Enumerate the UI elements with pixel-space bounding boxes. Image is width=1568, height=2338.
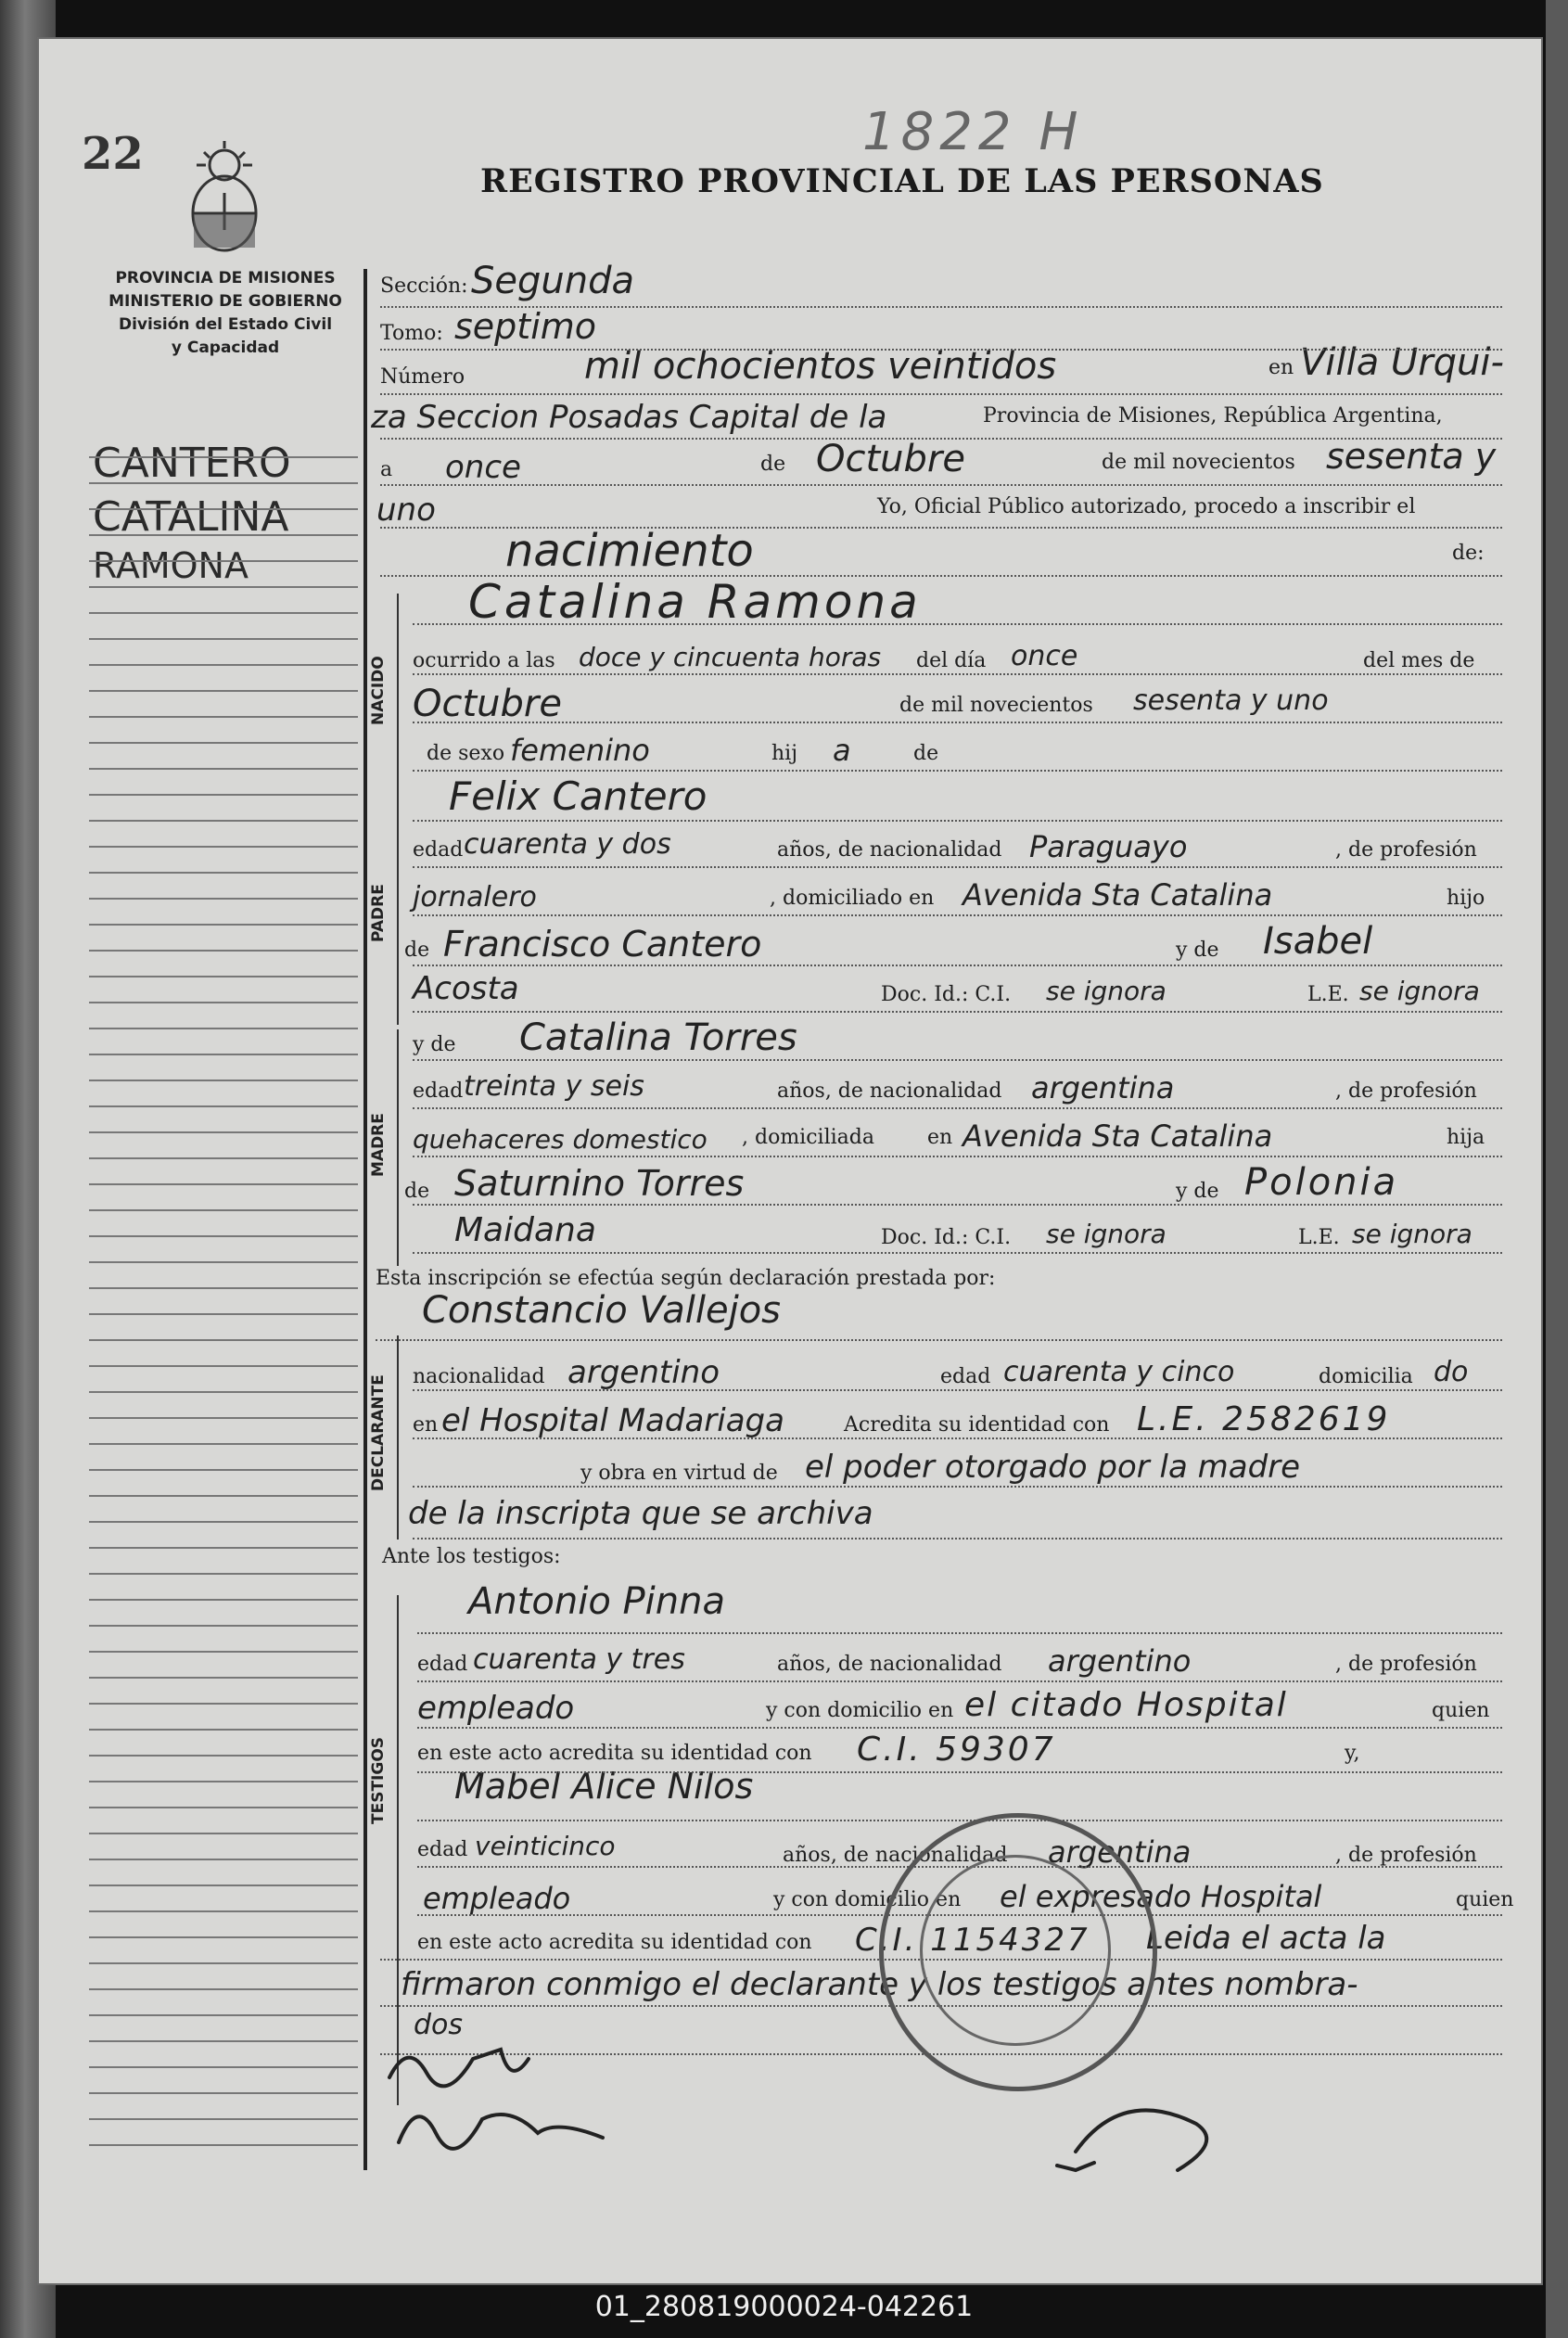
label-ocurrido: ocurrido a las (413, 649, 555, 672)
dotted-line (413, 673, 1502, 675)
margin-rule (89, 1521, 358, 1523)
label-yo: Yo, Oficial Público autorizado, procedo a inscribir el (877, 495, 1416, 518)
section-bar-nacido (397, 594, 399, 798)
testigo1-edad: cuarenta y tres (473, 1643, 685, 1676)
declarante-documento: L.E. 2582619 (1137, 1400, 1391, 1438)
testigo2-nombre: Mabel Alice Nilos (454, 1766, 754, 1807)
margin-rule (89, 1651, 358, 1653)
label-nac-madre: años, de nacionalidad (777, 1080, 1002, 1103)
dotted-line (413, 1059, 1502, 1061)
testigo1-domicilio: el citado Hospital (964, 1686, 1288, 1724)
margin-rule (89, 1105, 358, 1107)
label-de: de (760, 453, 786, 476)
value-lugar1: Villa Urqui- (1300, 341, 1504, 384)
margin-rule (89, 482, 358, 484)
value-nombre: Catalina Ramona (468, 575, 922, 629)
value-anio: sesenta y (1326, 436, 1497, 477)
section-tag-testigos: TESTIGOS (369, 1736, 388, 1825)
margin-first-name: CATALINA (93, 493, 289, 541)
label-a: a (380, 458, 393, 481)
madre-madre2: Maidana (454, 1211, 596, 1249)
label-y-de: y de (1176, 939, 1219, 962)
label-domicilia: domicilia (1319, 1365, 1413, 1388)
label-nacionalidad-decl: nacionalidad (413, 1365, 545, 1388)
dotted-line (413, 1486, 1502, 1488)
value-seccion: Segunda (471, 260, 634, 302)
section-bar-declarante (397, 1335, 399, 1540)
madre-domicilio: Avenida Sta Catalina (962, 1118, 1273, 1154)
margin-rule (89, 1625, 358, 1627)
document-title: REGISTRO PROVINCIAL DE LAS PERSONAS (480, 162, 1324, 200)
value-mes: Octubre (816, 438, 965, 480)
label-en-decl: en (413, 1413, 439, 1437)
padre-nacionalidad: Paraguayo (1029, 829, 1188, 864)
margin-rule (89, 924, 358, 926)
margin-rule (89, 716, 358, 718)
dotted-line (413, 770, 1502, 772)
value-tomo: septimo (454, 306, 597, 347)
margin-rule (89, 2092, 358, 2094)
section-bar-padre (397, 793, 399, 1025)
dotted-line (413, 1011, 1502, 1013)
value-anio-nac: sesenta y uno (1133, 684, 1329, 717)
madre-padre: Saturnino Torres (454, 1163, 745, 1204)
margin-rule (89, 794, 358, 796)
label-domicilio-t1: y con domicilio en (766, 1699, 954, 1722)
declarante-virtud2: de la inscripta que se archiva (408, 1495, 873, 1532)
label-de3: de (404, 939, 430, 962)
margin-rule (89, 1677, 358, 1679)
testigo1-documento: C.I. 59307 (857, 1731, 1056, 1769)
padre-madre1: Isabel (1263, 920, 1373, 963)
dotted-line (380, 527, 1502, 529)
dotted-line (380, 484, 1502, 486)
dotted-line (413, 965, 1502, 966)
padre-padre: Francisco Cantero (443, 924, 762, 965)
label-quien-t1: quien (1432, 1699, 1490, 1722)
label-testigos: Ante los testigos: (382, 1545, 561, 1568)
testigo2-nacionalidad: argentina (1048, 1834, 1192, 1870)
testigo1-nacionalidad: argentino (1048, 1643, 1192, 1679)
declarante-domicilio2: el Hospital Madariaga (441, 1402, 784, 1439)
label-le-madre: L.E. (1298, 1226, 1340, 1249)
testigo2-profesion: empleado (423, 1881, 571, 1916)
padre-nombre: Felix Cantero (449, 773, 708, 819)
institution-line: MINISTERIO DE GOBIERNO (108, 292, 342, 311)
dotted-line (413, 623, 1502, 625)
dotted-line (413, 914, 1502, 916)
margin-second-name: RAMONA (93, 545, 249, 586)
section-tag-declarante: DECLARANTE (369, 1374, 388, 1491)
label-hijo: hijo (1447, 887, 1485, 910)
margin-rule (89, 1781, 358, 1782)
label-docid-madre: Doc. Id.: C.I. (881, 1226, 1012, 1249)
label-domiciliada: , domiciliada (742, 1126, 874, 1149)
margin-rule (89, 1443, 358, 1445)
margin-rule (89, 872, 358, 874)
label-de2: de (913, 742, 939, 765)
dotted-line (413, 1538, 1502, 1540)
label-acredita-decl: Acredita su identidad con (844, 1413, 1110, 1437)
margin-rule (89, 742, 358, 744)
margin-rule (89, 820, 358, 822)
margin-rule (89, 1131, 358, 1133)
dotted-line (380, 575, 1502, 577)
declarante-domicilio1: do (1434, 1356, 1469, 1388)
label-del-dia: del día (916, 649, 987, 672)
declarante-nacionalidad: argentino (567, 1354, 720, 1391)
declarante-virtud1: el poder otorgado por la madre (805, 1449, 1301, 1486)
official-seal-inner-ring (920, 1855, 1111, 2046)
margin-rule (89, 2040, 358, 2042)
margin-rule (89, 456, 358, 458)
margin-rule (89, 1287, 358, 1289)
value-dia: once (445, 449, 521, 486)
testigo2-edad: veinticinco (475, 1831, 616, 1861)
label-de-mil: de mil novecientos (1102, 451, 1295, 474)
label-edad-t1: edad (417, 1653, 468, 1676)
margin-rule (89, 1235, 358, 1237)
label-docid-padre: Doc. Id.: C.I. (881, 983, 1012, 1006)
label-edad-t2: edad (417, 1838, 468, 1861)
margin-rule (89, 1988, 358, 1990)
label-en: en (1268, 356, 1294, 379)
section-tag-madre: MADRE (369, 1113, 388, 1178)
institution-line: División del Estado Civil (118, 315, 333, 334)
institution-line: PROVINCIA DE MISIONES (115, 269, 336, 287)
padre-ci: se ignora (1046, 976, 1166, 1006)
value-numero: mil ochocientos veintidos (584, 345, 1057, 388)
margin-rule (89, 1365, 358, 1367)
label-de-mil2: de mil novecientos (899, 694, 1093, 717)
madre-le: se ignora (1352, 1219, 1472, 1249)
margin-rule (89, 1962, 358, 1964)
value-hij-suffix: a (833, 733, 851, 768)
dotted-line (380, 349, 1502, 351)
margin-rule (89, 2144, 358, 2146)
dotted-line (380, 393, 1502, 395)
dotted-line (417, 1680, 1502, 1682)
margin-rule (89, 1209, 358, 1211)
madre-madre1: Polonia (1244, 1161, 1399, 1204)
dotted-line (380, 438, 1502, 440)
margin-rule (89, 950, 358, 952)
dotted-line (413, 1437, 1502, 1439)
institution-line: y Capacidad (171, 339, 280, 357)
section-bar-madre (397, 1029, 399, 1266)
padre-edad: cuarenta y dos (464, 828, 671, 861)
cierre-linea3: dos (414, 2009, 464, 2041)
folio-number: 1822 H (862, 102, 1084, 162)
section-tag-padre: PADRE (369, 884, 388, 943)
testigo2-domicilio: el expresado Hospital (1000, 1879, 1322, 1914)
label-obra: y obra en virtud de (580, 1462, 778, 1485)
label-nac-t2: años, de nacionalidad (783, 1844, 1008, 1867)
page-number: 22 (82, 128, 144, 180)
label-inscripcion: Esta inscripción se efectúa según declaración prestada por: (376, 1267, 996, 1290)
margin-rule (89, 1703, 358, 1705)
label-domicilio-t2: y con domicilio en (773, 1888, 962, 1911)
testigo1-nombre: Antonio Pinna (468, 1580, 725, 1623)
madre-profesion: quehaceres domestico (413, 1124, 708, 1155)
label-y-de-madre: y de (1176, 1180, 1219, 1203)
value-hora: doce y cincuenta horas (579, 642, 882, 672)
dotted-line (413, 1107, 1502, 1109)
dotted-line (413, 722, 1502, 723)
label-hija: hija (1447, 1126, 1485, 1149)
margin-rule (89, 1807, 358, 1808)
label-y-coma: y, (1345, 1742, 1360, 1765)
madre-edad: treinta y seis (464, 1070, 644, 1103)
margin-rule (89, 1936, 358, 1938)
margin-rule (89, 1884, 358, 1886)
book-edge (1546, 0, 1568, 2338)
margin-rule (89, 1755, 358, 1757)
margin-rule (89, 1080, 358, 1081)
margin-rule (89, 560, 358, 562)
label-le-padre: L.E. (1307, 983, 1349, 1006)
value-lugar2: za Seccion Posadas Capital de la (371, 399, 887, 436)
margin-rule (89, 768, 358, 770)
label-prof-madre: , de profesión (1335, 1080, 1477, 1103)
margin-rule (89, 846, 358, 848)
label-de-colon: de: (1452, 542, 1485, 565)
margin-rule (89, 1547, 358, 1549)
national-shield-icon (178, 137, 271, 258)
label-en-madre: en (927, 1126, 953, 1149)
padre-domicilio: Avenida Sta Catalina (962, 877, 1273, 913)
dotted-line (413, 1252, 1502, 1254)
madre-nacionalidad: argentina (1031, 1070, 1175, 1105)
margin-rule (89, 2014, 358, 2016)
margin-rule (89, 1261, 358, 1263)
label-domiciliado: , domiciliado en (770, 887, 935, 910)
signature-scrawl (371, 2031, 760, 2152)
label-del-mes: del mes de (1363, 649, 1475, 672)
label-hij: hij (771, 742, 798, 765)
dotted-line (417, 1771, 1502, 1773)
cierre-linea1: Leida el acta la (1146, 1920, 1386, 1957)
label-nac-t1: años, de nacionalidad (777, 1653, 1002, 1676)
label-numero: Número (380, 365, 465, 389)
dotted-line (417, 1820, 1502, 1821)
padre-le: se ignora (1359, 976, 1480, 1006)
label-nac-padre: años, de nacionalidad (777, 838, 1002, 862)
margin-rule (89, 1495, 358, 1497)
margin-rule (89, 1054, 358, 1055)
label-de-madre: de (404, 1180, 430, 1203)
label-edad-padre: edad (413, 838, 464, 862)
margin-rule (89, 664, 358, 666)
label-quien-t2: quien (1456, 1888, 1514, 1911)
declarante-edad: cuarenta y cinco (1003, 1356, 1235, 1388)
label-sexo: de sexo (427, 742, 505, 765)
margin-rule (89, 1339, 358, 1341)
dotted-line (417, 1727, 1502, 1729)
section-tag-nacido: NACIDO (369, 656, 388, 726)
dotted-line (413, 1389, 1502, 1391)
section-bar-testigos (397, 1595, 399, 2105)
margin-rule (89, 976, 358, 977)
margin-rule (89, 612, 358, 614)
value-anio2: uno (376, 492, 436, 529)
margin-rule (89, 586, 358, 588)
testigo1-profesion: empleado (417, 1690, 575, 1727)
margin-rule (89, 1833, 358, 1834)
image-identifier: 01_280819000024-042261 (594, 2291, 974, 2323)
registrar-signature (1039, 2077, 1261, 2179)
padre-profesion: jornalero (413, 881, 537, 913)
margin-rule (89, 1183, 358, 1185)
margin-surname: CANTERO (93, 440, 291, 487)
label-y-de2: y de (413, 1033, 456, 1056)
madre-ci: se ignora (1046, 1219, 1166, 1249)
margin-rule (89, 1002, 358, 1003)
label-edad-madre: edad (413, 1080, 464, 1103)
margin-rule (89, 690, 358, 692)
dotted-line (376, 1339, 1502, 1341)
label-tomo: Tomo: (380, 322, 443, 345)
margin-rule (89, 1599, 358, 1601)
margin-rule (89, 1859, 358, 1860)
madre-nombre: Catalina Torres (519, 1016, 797, 1059)
margin-rule (89, 2118, 358, 2120)
label-prof-padre: , de profesión (1335, 838, 1477, 862)
margin-rule (89, 638, 358, 640)
margin-rule (89, 1157, 358, 1159)
value-sexo: femenino (510, 733, 650, 768)
margin-rule (89, 1028, 358, 1029)
dotted-line (417, 1632, 1502, 1634)
margin-rule (89, 1313, 358, 1315)
value-dia-nac: once (1011, 640, 1078, 672)
label-edad-decl: edad (940, 1365, 991, 1388)
margin-rule (89, 2066, 358, 2068)
label-prof-t2: , de profesión (1335, 1844, 1477, 1867)
margin-rule (89, 1729, 358, 1731)
testigo2-documento: C.I. 1154327 (855, 1922, 1090, 1959)
label-seccion: Sección: (380, 275, 468, 298)
value-mes-nac: Octubre (413, 683, 562, 725)
label-prof-t1: , de profesión (1335, 1653, 1477, 1676)
margin-rule (89, 1417, 358, 1419)
cierre-linea2: firmaron conmigo el declarante y los testigos antes nombra- (401, 1966, 1358, 2003)
column-divider (363, 269, 367, 2170)
margin-rule (89, 508, 358, 510)
margin-rule (89, 1910, 358, 1912)
margin-rule (89, 1391, 358, 1393)
margin-rule (89, 898, 358, 900)
value-acto: nacimiento (505, 525, 754, 577)
padre-madre2: Acosta (413, 970, 519, 1007)
margin-rule (89, 1469, 358, 1471)
dotted-line (413, 866, 1502, 868)
dotted-line (380, 306, 1502, 308)
margin-rule (89, 1573, 358, 1575)
label-provincia: Provincia de Misiones, República Argentina, (983, 404, 1443, 428)
declarante-nombre: Constancio Vallejos (422, 1289, 782, 1332)
institution-block (91, 267, 360, 360)
label-acredita-t2: en este acto acredita su identidad con (417, 1931, 812, 1954)
margin-rule (89, 534, 358, 536)
dotted-line (413, 1204, 1502, 1206)
label-acredita-t1: en este acto acredita su identidad con (417, 1742, 812, 1765)
dotted-line (413, 820, 1502, 822)
dotted-line (413, 1156, 1502, 1157)
